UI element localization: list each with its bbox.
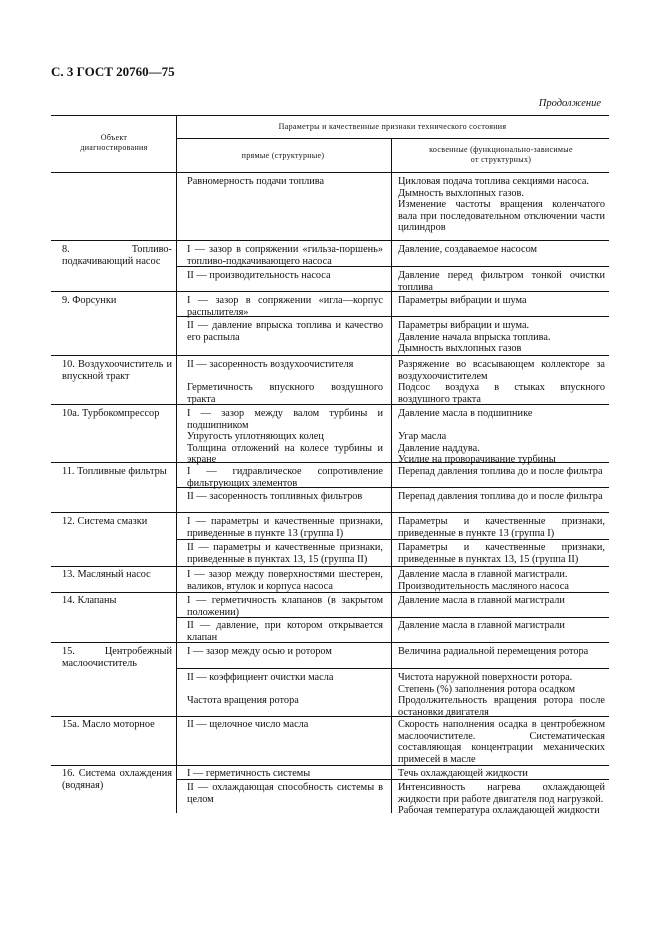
- direct-cell: II — засоренность топливных фильтров: [187, 491, 363, 502]
- col-header-indirect: косвенные (функционально-зависимые от структурных): [429, 145, 573, 164]
- object-cell: 12. Система смазки: [62, 516, 148, 527]
- indirect-cell: Давление перед фильтром тонкой очистки топлива: [398, 270, 605, 293]
- direct-cell: I — гидравлическое сопротивление фильтрующих элементов: [187, 466, 383, 489]
- direct-cell: I — герметичность клапанов (в закрытом положении): [187, 595, 383, 618]
- direct-cell: I — зазор в сопряжении «игла—корпус распылителя»: [187, 295, 383, 318]
- indirect-cell: Параметры вибрации и шума: [398, 295, 527, 306]
- direct-cell: II — параметры и качественные признаки, приведенные в пунктах 13, 15 (группа II): [187, 542, 383, 565]
- indirect-cell: Параметры и качественные признаки, приведенные в пунктах 13, 15 (группа II): [398, 542, 605, 565]
- direct-cell: II — коэффициент очистки масла Частота вращения ротора: [187, 672, 334, 707]
- col-header-direct: прямые (структурные): [241, 151, 325, 160]
- direct-cell: II — производительность насоса: [187, 270, 331, 281]
- indirect-cell: Параметры и качественные признаки, приведенные в пункте 13 (группа I): [398, 516, 605, 539]
- indirect-cell: Перепад давления топлива до и после фильтра: [398, 491, 603, 502]
- continuation-label: Продолжение: [538, 98, 601, 109]
- object-cell: 15. Центробежный маслоочиститель: [62, 646, 172, 669]
- indirect-cell: Давление масла в главной магистрали: [398, 595, 565, 606]
- object-cell: 9. Форсунки: [62, 295, 117, 306]
- indirect-cell: Давление масла в главной магистрали. Производительность масляного насоса: [398, 569, 569, 592]
- direct-cell: I — зазор между валом турбины и подшипником Упругость уплотняющих колец Толщина отложений на колесе турбины и экране: [187, 408, 383, 466]
- indirect-cell: Перепад давления топлива до и после фильтра: [398, 466, 603, 477]
- object-cell: 10. Воздухоочиститель и впускной тракт: [62, 359, 172, 382]
- direct-cell: I — зазор между поверхностями шестерен, валиков, втулок и корпуса насоса: [187, 569, 383, 592]
- indirect-cell: Давление масла в подшипнике Угар масла Давление наддува. Усилие на проворачивание турбины: [398, 408, 556, 466]
- direct-cell: II — давление, при котором открывается клапан: [187, 620, 383, 643]
- direct-cell: II — засоренность воздухоочистителя Герметичность впускного воздушного тракта: [187, 359, 383, 405]
- object-cell: 16. Система охлаждения (водяная): [62, 768, 172, 791]
- object-cell: 15а. Масло моторное: [62, 719, 155, 730]
- direct-cell: II — щелочное число масла: [187, 719, 309, 730]
- direct-cell: II — давление впрыска топлива и качество его распыла: [187, 320, 383, 343]
- indirect-cell: Цикловая подача топлива секциями насоса. Дымность выхлопных газов. Изменение частоты вращения коленчатого вала при последовательном отключении части цилиндров: [398, 176, 605, 234]
- indirect-cell: Скорость наполнения осадка в центробежном маслоочистителе. Систематическая составляющая концентрации механических примесей в масле: [398, 719, 605, 765]
- object-cell: 13. Масляный насос: [62, 569, 151, 580]
- col-header-object: Объект диагностирования: [80, 133, 148, 152]
- indirect-cell: Течь охлаждающей жидкости: [398, 768, 528, 779]
- indirect-cell: Интенсивность нагрева охлаждающей жидкости при работе двигателя под нагрузкой. Рабочая температура охлаждающей жидкости: [398, 782, 605, 817]
- indirect-cell: Давление, создаваемое насосом: [398, 244, 538, 255]
- direct-cell: I — зазор между осью и ротором: [187, 646, 332, 657]
- indirect-cell: Чистота наружной поверхности ротора. Степень (%) заполнения ротора осадком Продолжительность вращения ротора после остановки двигателя: [398, 672, 605, 718]
- direct-cell: I — герметичность системы: [187, 768, 311, 779]
- object-cell: 11. Топливные фильтры: [62, 466, 167, 477]
- page-title: С. 3 ГОСТ 20760—75: [51, 64, 175, 79]
- indirect-cell: Давление масла в главной магистрали: [398, 620, 565, 631]
- object-cell: 14. Клапаны: [62, 595, 117, 606]
- direct-cell: Равномерность подачи топлива: [187, 176, 325, 187]
- indirect-cell: Разряжение во всасывающем коллекторе за воздухоочистителем Подсос воздуха в стыках впускного воздушного тракта: [398, 359, 605, 405]
- indirect-cell: Параметры вибрации и шума. Давление начала впрыска топлива. Дымность выхлопных газов: [398, 320, 551, 355]
- direct-cell: I — зазор в сопряжении «гильза-поршень» топливо-подкачивающего насоса: [187, 244, 383, 267]
- indirect-cell: Величина радиальной перемещения ротора: [398, 646, 589, 657]
- object-cell: 10а. Турбокомпрессор: [62, 408, 160, 419]
- direct-cell: I — параметры и качественные признаки, приведенные в пункте 13 (группа I): [187, 516, 383, 539]
- direct-cell: II — охлаждающая способность системы в целом: [187, 782, 383, 805]
- col-header-params: Параметры и качественные признаки технического состояния: [278, 122, 507, 131]
- object-cell: 8. Топливо-подкачивающий насос: [62, 244, 172, 267]
